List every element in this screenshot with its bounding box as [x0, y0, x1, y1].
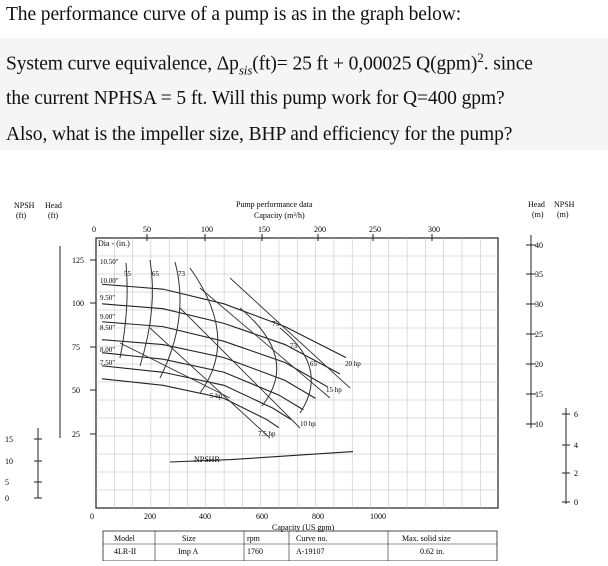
head-left-unit: (ft)	[48, 211, 59, 220]
head-right-tick: 10	[535, 420, 543, 429]
npsh-right-unit: (m)	[557, 210, 569, 219]
efficiency-label: 65	[152, 270, 159, 278]
top-tick-label: 100	[201, 225, 213, 234]
efficiency-label: 55	[124, 270, 131, 278]
bottom-tick-label: 200	[144, 512, 156, 521]
efficiency-label: 73	[178, 270, 185, 278]
efficiency-label: 75	[272, 320, 279, 328]
npsh-left-tick: 5	[5, 478, 9, 487]
model-value: 4LR-II	[114, 547, 137, 556]
head-left-tick: 100	[72, 299, 84, 308]
question-line-4: Also, what is the impeller size, BHP and efficiency for the pump?	[6, 124, 513, 145]
diameter-label: 8.00"	[100, 346, 116, 354]
pump-curve-chart	[0, 188, 608, 561]
system-curve-end: . since	[483, 53, 533, 75]
npsh-right-label: NPSH	[554, 200, 575, 209]
efficiency-label: 65	[310, 360, 317, 368]
size-label: Size	[182, 534, 196, 543]
question-line-2	[6, 50, 533, 78]
chart-title: Pump performance data	[236, 200, 313, 209]
npsh-left-tick: 15	[5, 435, 13, 444]
top-tick-label: 250	[369, 225, 381, 234]
head-left-tick: 25	[72, 430, 80, 439]
system-curve-formula: (ft)= 25 ft + 0,00025 Q(gpm)	[252, 53, 478, 75]
npsh-left-tick: 10	[5, 457, 13, 466]
npsh-left-unit: (ft)	[16, 211, 27, 220]
diameter-label: 9.50"	[100, 294, 116, 302]
diameter-header: Dia - (in.)	[98, 239, 130, 248]
top-tick-label: 50	[143, 225, 151, 234]
footer-table	[103, 531, 497, 561]
diameter-label: 10.50"	[100, 258, 119, 266]
head-right-tick: 40	[535, 241, 543, 250]
pump-curve-figure	[0, 188, 608, 561]
power-label: 15 hp	[326, 386, 342, 394]
system-curve-superscript: 2	[477, 50, 484, 65]
bottom-tick-label: 600	[256, 512, 268, 521]
diameter-label: 10.00"	[100, 277, 119, 285]
size-value: Imp A	[178, 547, 199, 556]
question-line-1: The performance curve of a pump is as in the graph below:	[6, 4, 462, 25]
npsh-right-tick: 0	[574, 498, 578, 507]
head-right-tick: 15	[535, 390, 543, 399]
top-tick-label: 200	[314, 225, 326, 234]
bottom-tick-label: 800	[312, 512, 324, 521]
head-right-tick: 25	[535, 330, 543, 339]
system-curve-subscript: sis	[238, 62, 253, 78]
head-right-unit: (m)	[532, 210, 544, 219]
top-tick-label: 300	[428, 225, 440, 234]
diameter-label: 8.50"	[100, 324, 116, 332]
model-label: Model	[114, 534, 135, 543]
curve-label: Curve no.	[296, 534, 328, 543]
capacity-axis-label: Capacity (US gpm)	[272, 523, 335, 532]
bottom-tick-label: 1000	[370, 512, 386, 521]
npshr-label: NPSHR	[194, 455, 220, 464]
head-left-label: Head	[45, 201, 62, 210]
plot-frame	[96, 238, 498, 508]
bottom-tick-label: 0	[90, 512, 94, 521]
efficiency-label: 73	[290, 342, 297, 350]
head-right-tick: 30	[535, 300, 543, 309]
head-right-tick: 20	[535, 360, 543, 369]
solid-size-value: 0.62 in.	[420, 547, 445, 556]
chart-subtitle: Capacity (m³/h)	[254, 211, 305, 220]
head-right-label: Head	[528, 200, 545, 209]
solid-size-label: Max. solid size	[402, 534, 451, 543]
diameter-label: 9.00"	[100, 313, 116, 321]
top-tick-label: 0	[92, 225, 96, 234]
rpm-value: 1760	[247, 547, 263, 556]
power-label: 20 hp	[345, 360, 361, 368]
power-label: 7.5 hp	[258, 430, 276, 438]
head-left-tick: 125	[72, 256, 84, 265]
head-left-tick: 75	[72, 343, 80, 352]
npsh-right-tick: 6	[574, 410, 578, 419]
head-right-tick: 35	[535, 270, 543, 279]
npsh-right-tick: 2	[574, 469, 578, 478]
power-label: 5 hp	[210, 392, 223, 400]
npsh-right-tick: 4	[574, 441, 578, 450]
curve-value: A-19107	[296, 547, 325, 556]
rpm-label: rpm	[247, 534, 260, 543]
system-curve-text: System curve equivalence, Δp	[6, 53, 239, 75]
question-line-3: the current NPHSA = 5 ft. Will this pump work for Q=400 gpm?	[6, 88, 505, 109]
diameter-label: 7.50"	[100, 359, 116, 367]
head-left-tick: 50	[72, 386, 80, 395]
npsh-left-tick: 0	[5, 494, 9, 503]
power-label: 10 hp	[300, 420, 316, 428]
top-tick-label: 150	[258, 225, 270, 234]
npsh-left-label: NPSH	[14, 201, 35, 210]
bottom-tick-label: 400	[199, 512, 211, 521]
